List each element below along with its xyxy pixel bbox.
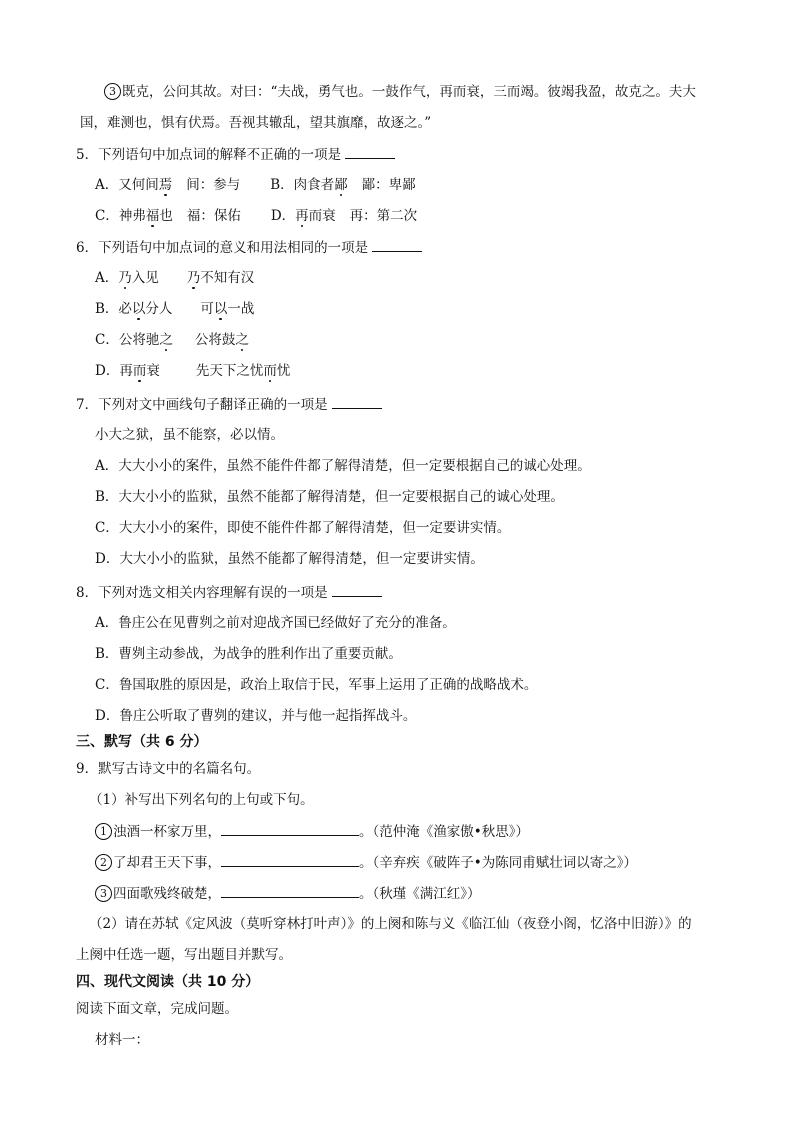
q5-options-row-2 xyxy=(95,206,417,226)
q7-quote: 小大之狱，虽不能察，必以情。 xyxy=(95,427,284,443)
q7-option-c[interactable]: C．大大小小的案件，即使不能件件都了解得清楚，但一定要讲实情。 xyxy=(95,520,511,536)
q6-option-a[interactable]: A．乃入见 乃不知有汉 xyxy=(95,270,255,286)
q8-option-c[interactable]: C．鲁国取胜的原因是，政治上取信于民，军事上运用了正确的战略战术。 xyxy=(95,677,538,693)
circled-number: 2 xyxy=(95,854,112,871)
q7-option-b[interactable]: B．大大小小的监狱，虽然不能都了解得清楚，但一定要根据自己的诚心处理。 xyxy=(95,489,564,505)
q5-options-row-1 xyxy=(95,175,416,195)
section-4-intro: 阅读下面文章，完成问题。 xyxy=(76,1001,238,1017)
answer-blank[interactable] xyxy=(332,394,382,409)
answer-blank[interactable] xyxy=(372,237,422,252)
q5-option-c[interactable]: C．神弗福也 福：保佑 xyxy=(95,208,241,224)
q9-sub-2-line-1: （2）请在苏轼《定风波（莫听穿林打叶声）》的上阕和陈与义《临江仙（夜登小阁，忆洛中旧游）》的 xyxy=(89,916,692,932)
q6-option-d[interactable]: D．再而衰 先天下之忧而忧 xyxy=(95,363,291,379)
question-5-stem: 5．下列语句中加点词的解释不正确的一项是 xyxy=(76,144,395,165)
q6-option-c[interactable]: C．公将驰之 公将鼓之 xyxy=(95,332,249,348)
q6-option-b[interactable]: B．必以分人 可以一战 xyxy=(95,301,255,317)
answer-blank[interactable] xyxy=(345,144,395,159)
question-7-stem: 7．下列对文中画线句子翻译正确的一项是 xyxy=(76,394,382,415)
fill-in-blank[interactable] xyxy=(221,821,359,836)
q9-item-2: 2 了却君王天下事， 。（辛弃疾《破阵子•为陈同甫赋壮词以寄之》） xyxy=(95,852,637,873)
fill-in-blank[interactable] xyxy=(221,852,359,867)
circled-number: 3 xyxy=(95,885,112,902)
material-1-label: 材料一： xyxy=(95,1032,149,1048)
q8-option-a[interactable]: A．鲁庄公在见曹刿之前对迎战齐国已经做好了充分的准备。 xyxy=(95,615,456,631)
q5-option-d[interactable]: D．再而衰 再：第二次 xyxy=(270,208,418,224)
q9-sub-1: （1）补写出下列名句的上句或下句。 xyxy=(89,792,314,808)
q5-option-b[interactable]: B．肉食者鄙 鄙：卑鄙 xyxy=(270,177,416,193)
q8-option-b[interactable]: B．曹刿主动参战，为战争的胜利作出了重要贡献。 xyxy=(95,646,402,662)
section-4-title: 四、现代文阅读（共 10 分） xyxy=(76,974,260,990)
answer-blank[interactable] xyxy=(332,582,382,597)
circled-number: 1 xyxy=(95,823,112,840)
passage-line-2: 国，难测也，惧有伏焉。吾视其辙乱，望其旗靡，故逐之。” xyxy=(80,115,432,131)
q7-option-a[interactable]: A．大大小小的案件，虽然不能件件都了解得清楚，但一定要根据自己的诚心处理。 xyxy=(95,458,591,474)
q8-option-d[interactable]: D．鲁庄公听取了曹刿的建议，并与他一起指挥战斗。 xyxy=(95,708,417,724)
fill-in-blank[interactable] xyxy=(221,883,359,898)
question-6-stem: 6．下列语句中加点词的意义和用法相同的一项是 xyxy=(76,237,422,258)
question-9-stem: 9．默写古诗文中的名篇名句。 xyxy=(76,761,261,777)
passage-line-1: 3 既克，公问其故。对曰：“夫战，勇气也。一鼓作气，再而衰，三而竭。彼竭我盈，故克之。夫大 xyxy=(104,82,696,102)
q5-option-a[interactable]: A．又何间焉 间：参与 xyxy=(95,177,241,193)
section-3-title: 三、默写（共 6 分） xyxy=(76,734,208,750)
circled-number: 3 xyxy=(104,83,121,100)
question-8-stem: 8．下列对选文相关内容理解有误的一项是 xyxy=(76,582,382,603)
q9-sub-2-line-2: 上阕中任选一题，写出题目并默写。 xyxy=(76,947,292,963)
q9-item-3: 3 四面歌残终破楚， 。（秋瑾《满江红》） xyxy=(95,883,481,904)
q9-item-1: 1 浊酒一杯家万里， 。（范仲淹《渔家傲•秋思》） xyxy=(95,821,529,842)
q7-option-d[interactable]: D．大大小小的监狱，虽然不能都了解得清楚，但一定要讲实情。 xyxy=(95,551,484,567)
